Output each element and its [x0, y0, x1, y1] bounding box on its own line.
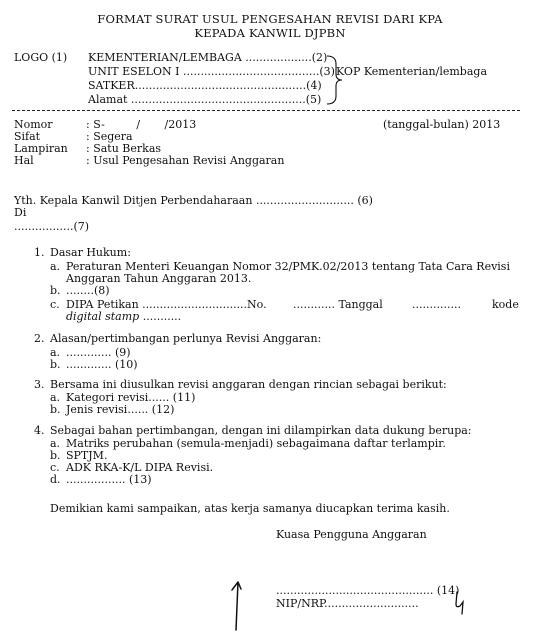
dipa-line-part3: .............. — [412, 298, 461, 311]
lampiran-value: : Satu Berkas — [86, 142, 162, 155]
nomor-label: Nomor — [14, 118, 53, 131]
attachment-a: Matriks perubahan (semula-menjadi) sebagaimana daftar terlampir. — [66, 437, 446, 450]
attachment-d: ................. (13) — [66, 473, 152, 486]
logo-placeholder: LOGO (1) — [14, 51, 68, 64]
section-number: 2. — [34, 332, 45, 345]
nomor-value: : S- / /2013 — [86, 118, 197, 131]
kop-line-satker: SATKER.................................................(4) — [88, 79, 322, 92]
list-marker: b. — [50, 284, 61, 297]
list-marker: a. — [50, 391, 61, 404]
header-divider — [12, 110, 520, 111]
attachment-c: ADK RKA-K/L DIPA Revisi. — [66, 461, 214, 474]
legal-basis-b: ........(8) — [66, 284, 110, 297]
dipa-line-part1: DIPA Petikan ..............................No. — [66, 298, 267, 311]
revision-category: Kategori revisi...... (11) — [66, 391, 196, 404]
addressee-line: Yth. Kepala Kanwil Ditjen Perbendaharaan ............................ (6) — [14, 194, 373, 207]
closing-sentence: Demikian kami sampaikan, atas kerja samanya diucapkan terima kasih. — [50, 502, 450, 515]
document-title-line2: KEPADA KANWIL DJPBN — [194, 26, 346, 40]
digital-stamp-text: digital stamp — [66, 310, 140, 323]
section-4-title: Sebagai bahan pertimbangan, dengan ini dilampirkan data dukung berupa: — [50, 424, 472, 437]
list-marker: a. — [50, 260, 61, 273]
list-marker: c. — [50, 298, 60, 311]
signatory-title: Kuasa Pengguna Anggaran — [276, 528, 427, 541]
kop-line-unit: UNIT ESELON I .......................................(3) — [88, 65, 335, 78]
legal-basis-line1: Peraturan Menteri Keuangan Nomor 32/PMK.02/2013 tentang Tata Cara Revisi — [66, 260, 510, 273]
section-number: 4. — [34, 424, 45, 437]
list-marker: b. — [50, 403, 61, 416]
list-marker: a. — [50, 437, 61, 450]
digital-stamp-dots: ........... — [139, 310, 182, 323]
kop-line-ministry: KEMENTERIAN/LEMBAGA ...................(2) — [88, 51, 328, 64]
reason-b: ............. (10) — [66, 358, 138, 371]
section-2-title: Alasan/pertimbangan perlunya Revisi Anggaran: — [50, 332, 322, 345]
hal-value: : Usul Pengesahan Revisi Anggaran — [86, 154, 285, 167]
document-title-line1: FORMAT SURAT USUL PENGESAHAN REVISI DARI KPA — [97, 12, 443, 26]
addressee-di: Di — [14, 206, 27, 219]
letter-date: (tanggal-bulan) 2013 — [383, 118, 501, 131]
section-number: 3. — [34, 378, 45, 391]
section-1-title: Dasar Hukum: — [50, 246, 131, 259]
sifat-value: : Segera — [86, 130, 133, 143]
pen-stroke-mark — [228, 576, 246, 632]
list-marker: b. — [50, 449, 61, 462]
addressee-place: .................(7) — [14, 220, 90, 233]
kop-label: KOP Kementerian/lembaga — [336, 65, 488, 78]
list-marker: a. — [50, 346, 61, 359]
signatory-nip: NIP/NRP........................... — [276, 597, 419, 610]
reason-a: ............. (9) — [66, 346, 131, 359]
curly-brace-icon — [324, 52, 346, 108]
dipa-line-part2: ............ Tanggal — [293, 298, 383, 311]
signatory-name-line: ............................................. (14) — [276, 584, 460, 597]
attachment-b: SPTJM. — [66, 449, 108, 462]
dipa-line-part4: kode — [492, 298, 519, 311]
legal-basis-line2: Anggaran Tahun Anggaran 2013. — [66, 272, 252, 285]
list-marker: d. — [50, 473, 61, 486]
revision-type: Jenis revisi...... (12) — [66, 403, 175, 416]
section-number: 1. — [34, 246, 45, 259]
handwritten-mark — [452, 590, 468, 616]
list-marker: b. — [50, 358, 61, 371]
sifat-label: Sifat — [14, 130, 41, 143]
section-3-title: Bersama ini diusulkan revisi anggaran dengan rincian sebagai berikut: — [50, 378, 447, 391]
kop-line-address: Alamat ..................................................(5) — [88, 93, 322, 106]
lampiran-label: Lampiran — [14, 142, 68, 155]
list-marker: c. — [50, 461, 60, 474]
hal-label: Hal — [14, 154, 34, 167]
